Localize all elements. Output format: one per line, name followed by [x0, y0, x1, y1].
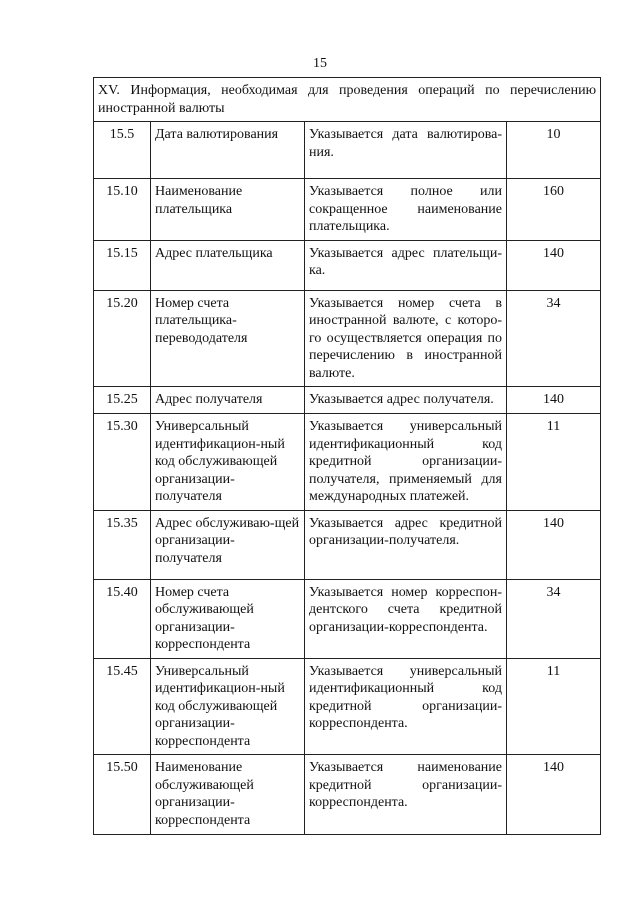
section-header-row [94, 78, 601, 122]
table-row [94, 658, 601, 755]
field-length: 140 [507, 240, 601, 290]
field-code: 15.45 [94, 658, 151, 755]
field-name: Наименование обслуживающей организации-корреспондента [151, 755, 305, 835]
field-name: Адрес обслуживаю-щей организации-получателя [151, 510, 305, 579]
page-number: 15 [313, 56, 327, 71]
field-code: 15.15 [94, 240, 151, 290]
field-description: Указывается номер корреспон-дентского счета кредитной организации-корреспондента. [305, 579, 507, 658]
table-row [94, 122, 601, 179]
field-name: Универсальный идентификацион-ный код обслуживающей организации-получателя [151, 414, 305, 511]
field-length: 10 [507, 122, 601, 179]
table-row [94, 240, 601, 290]
field-length: 11 [507, 414, 601, 511]
field-name: Дата валютирования [151, 122, 305, 179]
field-description: Указывается номер счета в иностранной валюте, с которо-го осуществляется операция по перечислению в иностранной валюте. [305, 290, 507, 387]
field-code: 15.40 [94, 579, 151, 658]
field-code: 15.30 [94, 414, 151, 511]
field-length: 34 [507, 290, 601, 387]
field-description: Указывается адрес получателя. [305, 387, 507, 414]
field-name: Универсальный идентификацион-ный код обслуживающей организации-корреспондента [151, 658, 305, 755]
field-description: Указывается полное или сокращенное наименование плательщика. [305, 179, 507, 241]
field-description: Указывается адрес плательщи-ка. [305, 240, 507, 290]
table-row [94, 579, 601, 658]
field-description: Указывается универсальный идентификационный код кредитной организации-корреспондента. [305, 658, 507, 755]
requirements-table [93, 77, 601, 835]
field-description: Указывается дата валютирова-ния. [305, 122, 507, 179]
field-length: 140 [507, 510, 601, 579]
field-code: 15.20 [94, 290, 151, 387]
field-length: 34 [507, 579, 601, 658]
table-row [94, 755, 601, 835]
field-code: 15.5 [94, 122, 151, 179]
field-name: Номер счета обслуживающей организации-корреспондента [151, 579, 305, 658]
field-description: Указывается наименование кредитной организации-корреспондента. [305, 755, 507, 835]
field-length: 160 [507, 179, 601, 241]
section-header: XV. Информация, необходимая для проведения операций по перечислению иностранной валюты [94, 78, 601, 122]
table-row [94, 290, 601, 387]
field-code: 15.50 [94, 755, 151, 835]
field-description: Указывается адрес кредитной организации-получателя. [305, 510, 507, 579]
table-row [94, 179, 601, 241]
table-row [94, 387, 601, 414]
table-row [94, 510, 601, 579]
field-name: Номер счета плательщика-перевододателя [151, 290, 305, 387]
table-row [94, 414, 601, 511]
field-code: 15.10 [94, 179, 151, 241]
field-name: Адрес получателя [151, 387, 305, 414]
field-length: 140 [507, 755, 601, 835]
field-code: 15.25 [94, 387, 151, 414]
field-name: Адрес плательщика [151, 240, 305, 290]
field-length: 140 [507, 387, 601, 414]
field-name: Наименование плательщика [151, 179, 305, 241]
field-code: 15.35 [94, 510, 151, 579]
field-description: Указывается универсальный идентификационный код кредитной организации-получателя, применяемый для международных платежей. [305, 414, 507, 511]
field-length: 11 [507, 658, 601, 755]
